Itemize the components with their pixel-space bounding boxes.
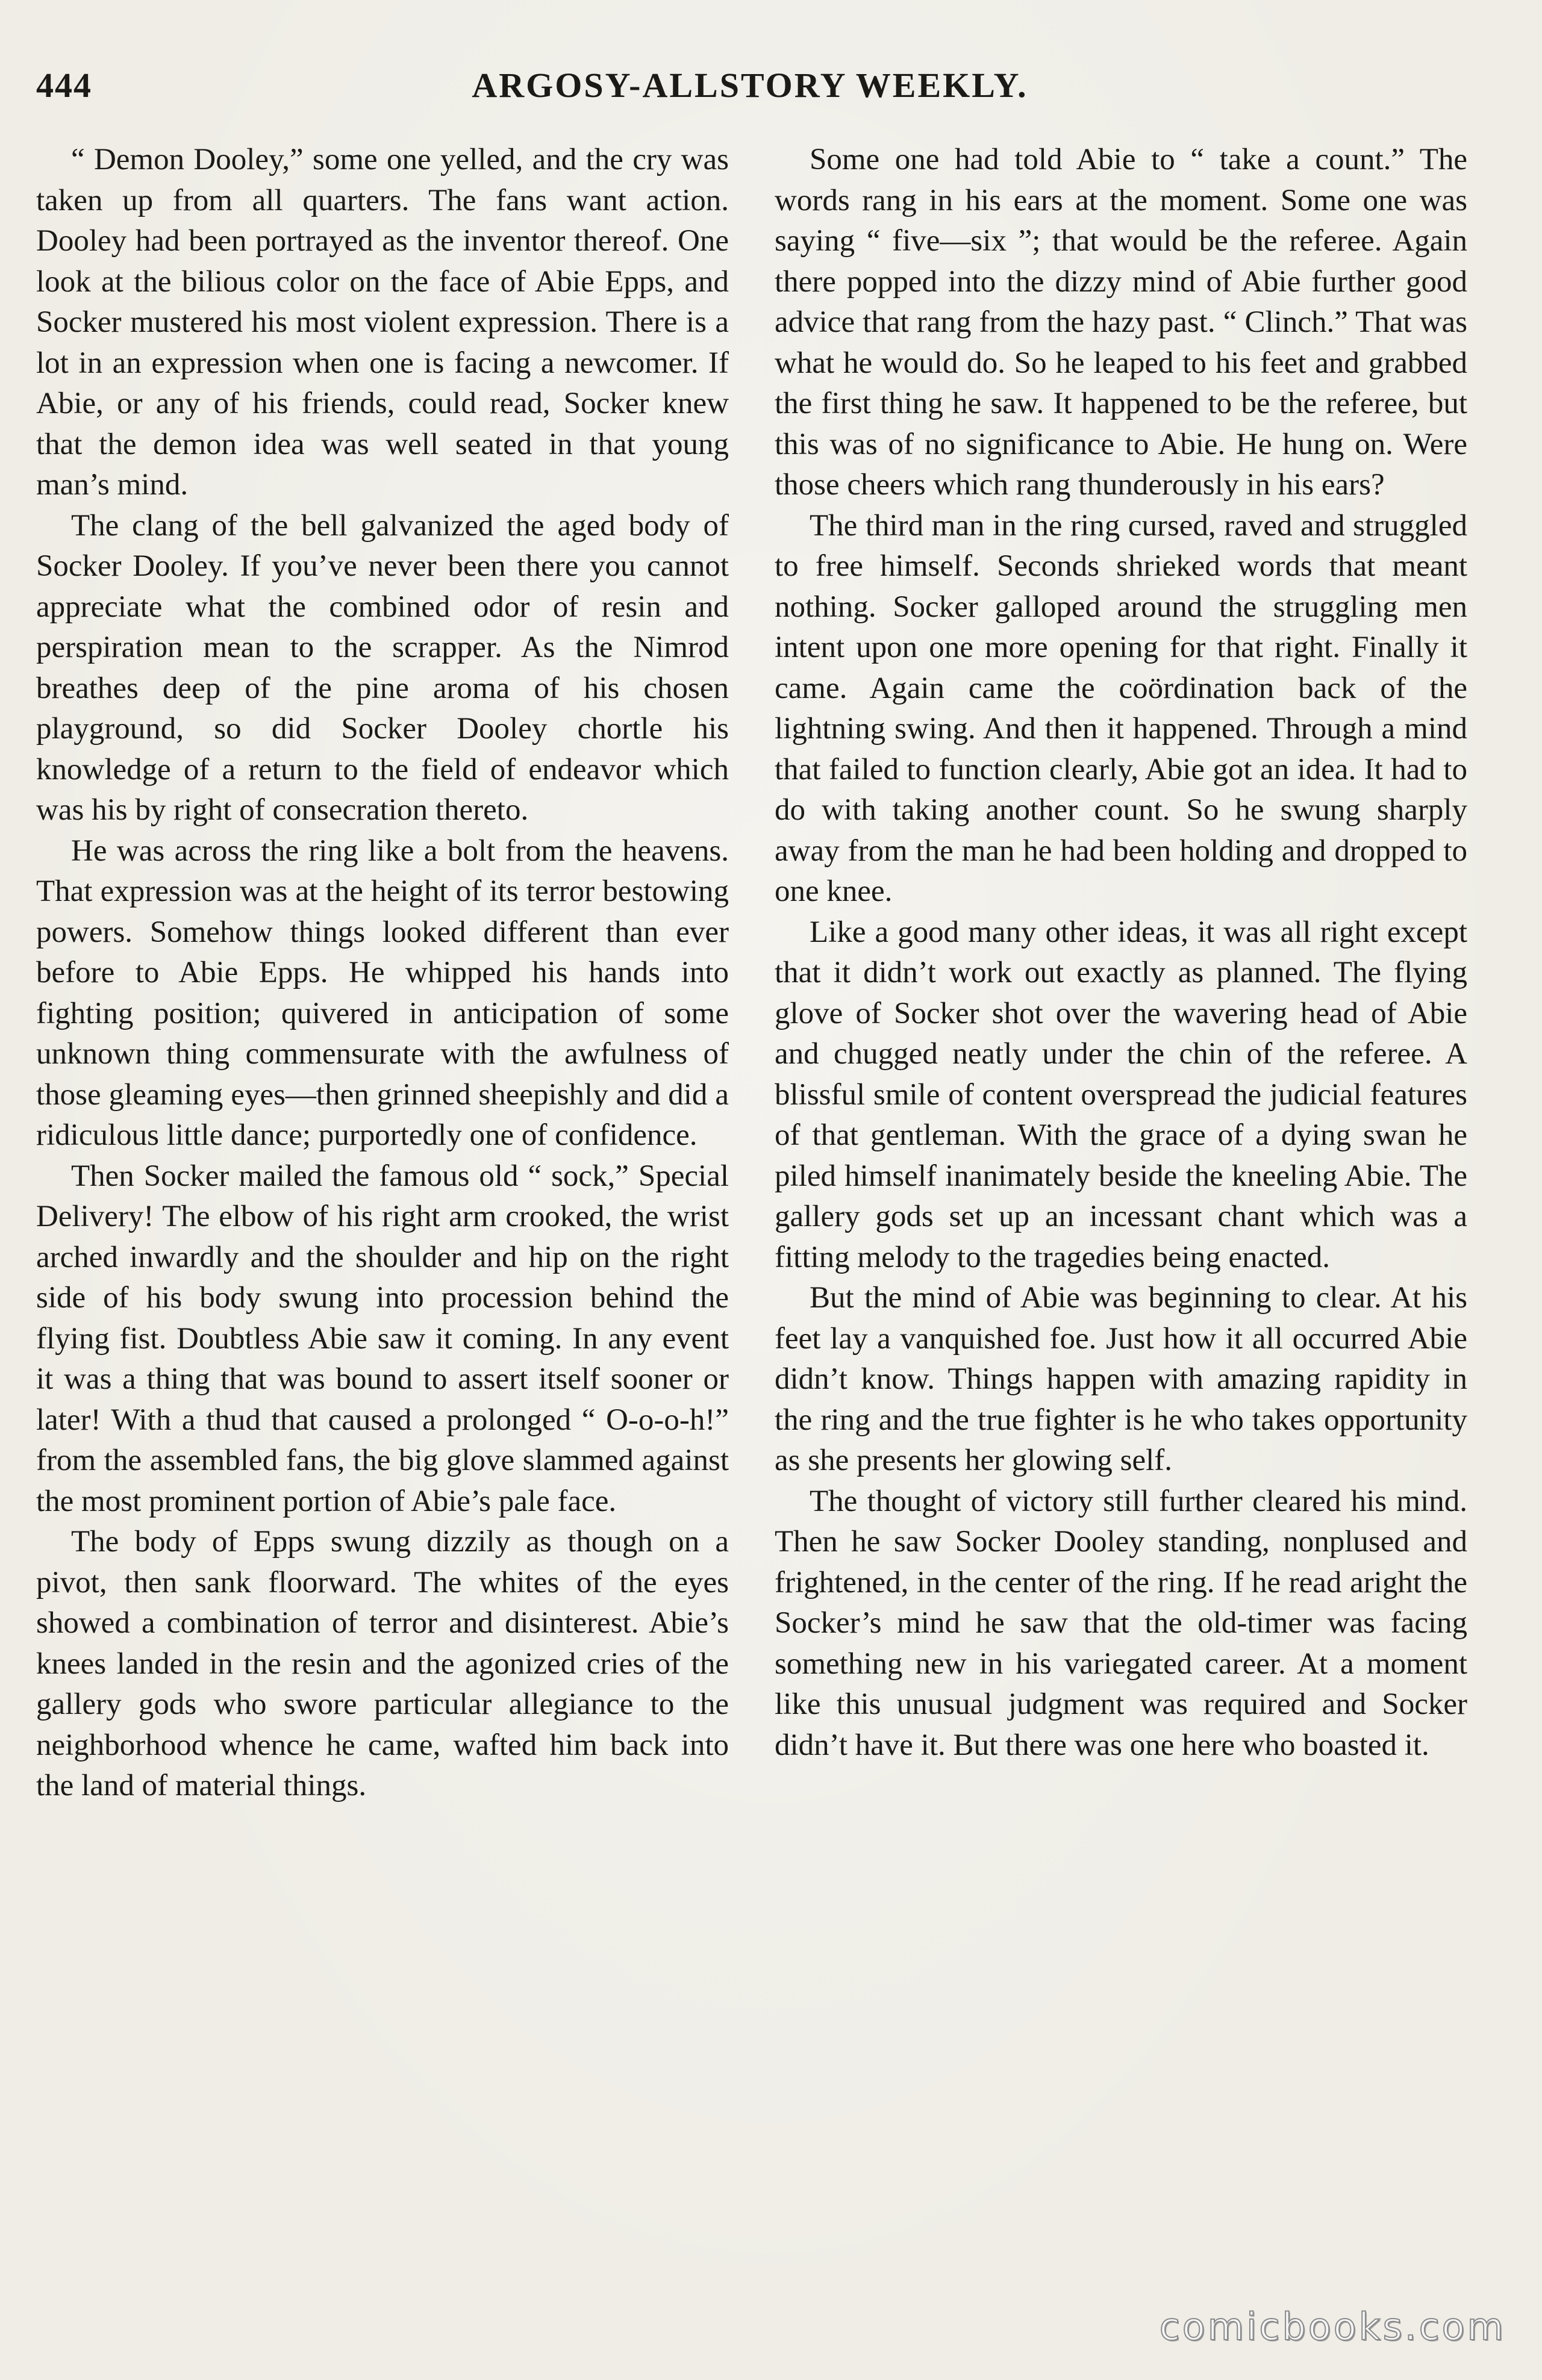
paragraph: The clang of the bell galvanized the aged body of Socker Dooley. If you’ve never been there you cannot appreciate what the combined odor of resin and perspiration mean to the scrapper. As the Nimrod breathes deep of the pine aroma of his chosen playground, so did Socker Dooley chortle his knowledge of a return to the field of endeavor which was his by right of consecration thereto. — [36, 508, 729, 827]
page-number: 444 — [36, 66, 92, 105]
paragraph: The third man in the ring cursed, raved and struggled to free himself. Seconds shrieked words that meant nothing. Socker galloped around the struggling men intent upon one more opening for that right. Finally it came. Again came the coördination back of the lightning swing. And then it happened. Through a mind that failed to function clearly, Abie got an idea. It had to do with taking another count. So he swung sharply away from the man he had been holding and dropped to one knee. — [775, 508, 1467, 908]
paragraph: Then Socker mailed the famous old “ sock,” Special Delivery! The elbow of his right arm crooked, the wrist arched inwardly and the shoulder and hip on the right side of his body swung into procession behind the flying fist. Doubtless Abie saw it coming. In any event it was a thing that was bound to assert itself sooner or later! With a thud that caused a prolonged “ O-o-o-h!” from the assembled fans, the big glove slammed against the most prominent portion of Abie’s pale face. — [36, 1159, 729, 1518]
right-column — [775, 140, 1467, 2284]
left-column — [36, 140, 729, 2284]
paragraph: The thought of victory still further cleared his mind. Then he saw Socker Dooley standing, nonplused and frightened, in the center of the ring. If he read aright the Socker’s mind he saw that the old-timer was facing something new in his variegated career. At a moment like this unusual judgment was required and Socker didn’t have it. But there was one here who boasted it. — [775, 1484, 1467, 1762]
running-head: ARGOSY-ALLSTORY WEEKLY. — [472, 66, 1028, 105]
paragraph: But the mind of Abie was beginning to clear. At his feet lay a vanquished foe. Just how it all occurred Abie didn’t know. Things happen with amazing rapidity in the ring and the true fighter is he who takes opportunity as she presents her glowing self. — [775, 1281, 1467, 1477]
paragraph: The body of Epps swung dizzily as though on a pivot, then sank floorward. The whites of the eyes showed a combination of terror and disinterest. Abie’s knees landed in the resin and the agonized cries of the gallery gods who swore particular allegiance to the neighborhood whence he came, wafted him back into the land of material things. — [36, 1525, 729, 1802]
site-watermark: comicbooks.com — [1159, 2305, 1506, 2349]
page-header — [36, 65, 1464, 113]
paragraph: He was across the ring like a bolt from the heavens. That expression was at the height of its terror bestowing powers. Somehow things looked different than ever before to Abie Epps. He whipped his hands into fighting position; quivered in anticipation of some unknown thing commensurate with the awfulness of those gleaming eyes—then grinned sheepishly and did a ridiculous little dance; purportedly one of confidence. — [36, 833, 729, 1152]
paragraph: Some one had told Abie to “ take a count.” The words rang in his ears at the moment. Some one was saying “ five—six ”; that would be the referee. Again there popped into the dizzy mind of Abie further good advice that rang from the hazy past. “ Clinch.” That was what he would do. So he leaped to his feet and grabbed the first thing he saw. It happened to be the referee, but this was of no significance to Abie. He hung on. Were those cheers which rang thunderously in his ears? — [775, 143, 1467, 502]
paragraph: “ Demon Dooley,” some one yelled, and the cry was taken up from all quarters. The fans want action. Dooley had been portrayed as the inventor thereof. One look at the bilious color on the face of Abie Epps, and Socker mustered his most violent expression. There is a lot in an expression when one is facing a newcomer. If Abie, or any of his friends, could read, Socker knew that the demon idea was well seated in that young man’s mind. — [36, 143, 729, 502]
paragraph: Like a good many other ideas, it was all right except that it didn’t work out exactly as planned. The flying glove of Socker shot over the wavering head of Abie and chugged neatly under the chin of the referee. A blissful smile of content overspread the judicial features of that gentleman. With the grace of a dying swan he piled himself inanimately beside the kneeling Abie. The gallery gods set up an incessant chant which was a fitting melody to the tragedies being enacted. — [775, 915, 1467, 1274]
text-columns — [36, 140, 1467, 2284]
